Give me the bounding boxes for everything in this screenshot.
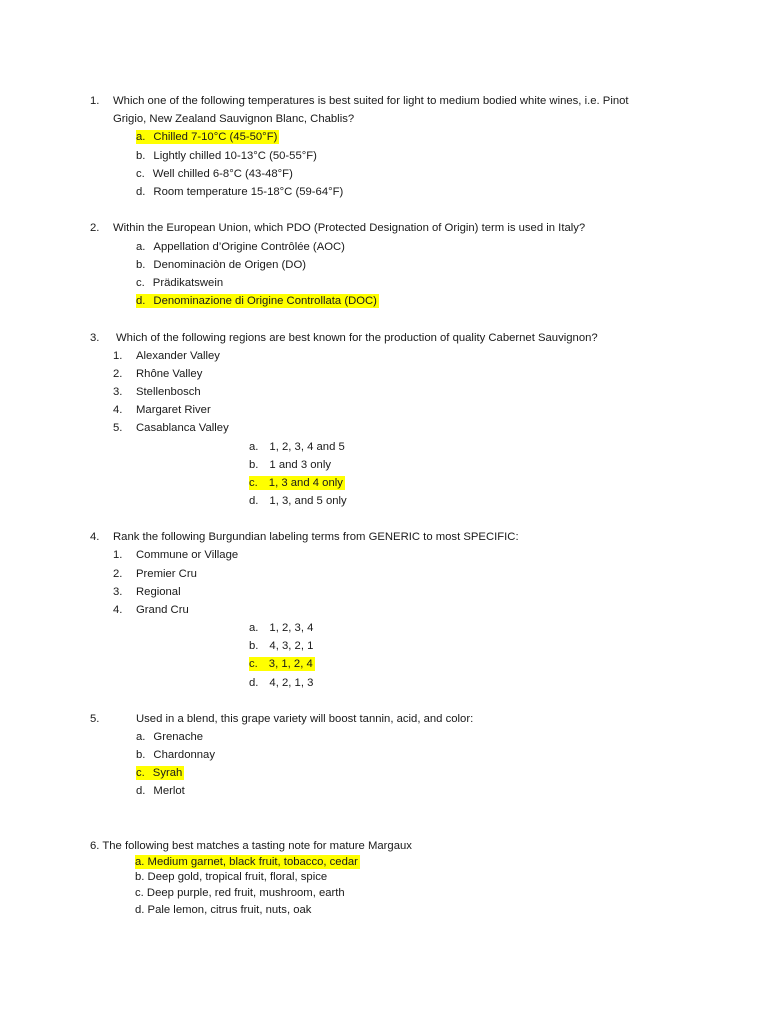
option-d: d. Room temperature 15-18°C (59-64°F) bbox=[136, 186, 344, 198]
question-number: 5. bbox=[90, 713, 100, 725]
question-text: Rank the following Burgundian labeling terms from GENERIC to most SPECIFIC: bbox=[113, 531, 519, 543]
question-number: 1. bbox=[90, 95, 100, 107]
list-item: 3. bbox=[113, 586, 123, 598]
option-c: c. Deep purple, red fruit, mushroom, earth bbox=[135, 887, 345, 899]
option-c: c. Prädikatswein bbox=[136, 277, 224, 289]
option-a: a. 1, 2, 3, 4 bbox=[249, 622, 314, 634]
question-text: Used in a blend, this grape variety will boost tannin, acid, and color: bbox=[136, 713, 474, 725]
option-b: b. Denominaciòn de Origen (DO) bbox=[136, 259, 306, 271]
option-a-correct: a. Chilled 7-10°C (45-50°F) bbox=[136, 131, 278, 143]
question-text-continued: Grigio, New Zealand Sauvignon Blanc, Chablis? bbox=[113, 113, 355, 125]
option-b: b. Chardonnay bbox=[136, 749, 215, 761]
list-item: 5. bbox=[113, 422, 123, 434]
question-number: 4. bbox=[90, 531, 100, 543]
option-c-correct: c. Syrah bbox=[136, 767, 183, 779]
option-b: b. Lightly chilled 10-13°C (50-55°F) bbox=[136, 150, 317, 162]
question-text: 6. The following best matches a tasting note for mature Margaux bbox=[90, 840, 412, 852]
option-d: d. 4, 2, 1, 3 bbox=[249, 677, 314, 689]
list-item: 3. bbox=[113, 386, 123, 398]
list-item: 4. bbox=[113, 404, 123, 416]
list-item-text: Stellenbosch bbox=[136, 386, 201, 398]
option-a: a. Grenache bbox=[136, 731, 204, 743]
option-b: b. 4, 3, 2, 1 bbox=[249, 640, 314, 652]
option-d: d. 1, 3, and 5 only bbox=[249, 495, 347, 507]
question-text: Within the European Union, which PDO (Protected Designation of Origin) term is used in Italy? bbox=[113, 222, 586, 234]
option-d: d. Pale lemon, citrus fruit, nuts, oak bbox=[135, 904, 312, 916]
list-item-text: Grand Cru bbox=[136, 604, 189, 616]
list-item-text: Alexander Valley bbox=[136, 350, 220, 362]
option-d: d. Merlot bbox=[136, 785, 185, 797]
option-b: b. 1 and 3 only bbox=[249, 459, 331, 471]
list-item-text: Rhône Valley bbox=[136, 368, 203, 380]
list-item-text: Margaret River bbox=[136, 404, 211, 416]
list-item: 1. bbox=[113, 350, 123, 362]
option-a: a. 1, 2, 3, 4 and 5 bbox=[249, 441, 345, 453]
list-item-text: Regional bbox=[136, 586, 181, 598]
list-item: 2. bbox=[113, 368, 123, 380]
option-c-correct: c. 3, 1, 2, 4 bbox=[249, 658, 313, 670]
list-item: 4. bbox=[113, 604, 123, 616]
option-a-correct: a. Medium garnet, black fruit, tobacco, cedar bbox=[135, 856, 358, 868]
option-c-correct: c. 1, 3 and 4 only bbox=[249, 477, 343, 489]
list-item-text: Commune or Village bbox=[136, 549, 239, 561]
question-text: Which of the following regions are best known for the production of quality Cabernet Sauvignon? bbox=[116, 332, 598, 344]
question-text: Which one of the following temperatures is best suited for light to medium bodied white wines, i.e. Pinot bbox=[113, 95, 629, 107]
list-item: 1. bbox=[113, 549, 123, 561]
option-a: a. Appellation d’Origine Contrôlée (AOC) bbox=[136, 241, 345, 253]
list-item: 2. bbox=[113, 568, 123, 580]
list-item-text: Casablanca Valley bbox=[136, 422, 229, 434]
question-number: 3. bbox=[90, 332, 100, 344]
list-item-text: Premier Cru bbox=[136, 568, 197, 580]
option-d-correct: d. Denominazione di Origine Controllata (DOC) bbox=[136, 295, 377, 307]
option-b: b. Deep gold, tropical fruit, floral, spice bbox=[135, 871, 328, 883]
option-c: c. Well chilled 6-8°C (43-48°F) bbox=[136, 168, 293, 180]
question-number: 2. bbox=[90, 222, 100, 234]
